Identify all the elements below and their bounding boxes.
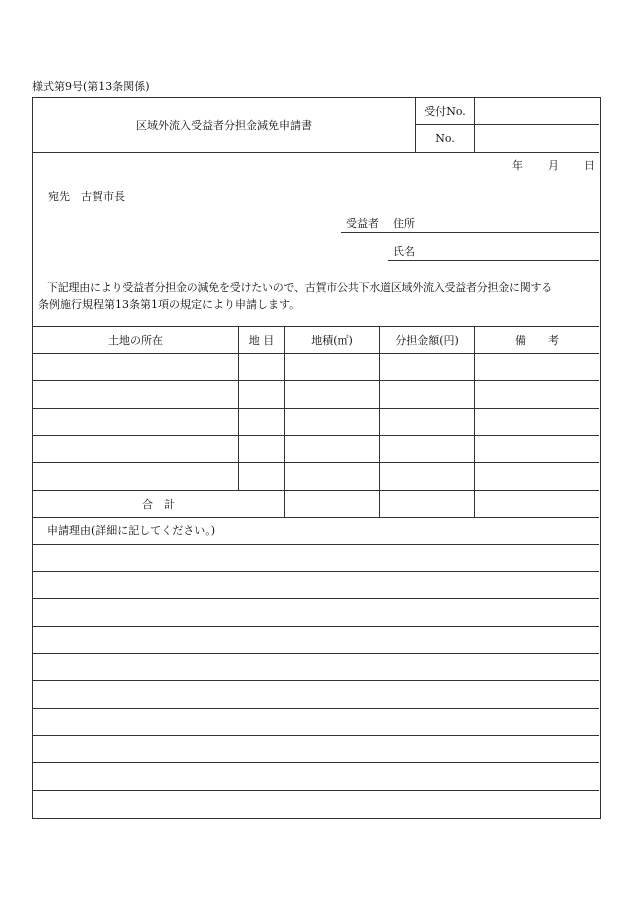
form-title: 区域外流入受益者分担金減免申請書 [136, 119, 312, 132]
statement-line-2: 条例施行規程第13条第1項の規定により申請します。 [38, 298, 301, 311]
name-field[interactable] [430, 242, 598, 260]
number-field[interactable] [475, 125, 599, 152]
date-day-label: 日 [584, 159, 595, 172]
header-land-category: 地 目 [248, 334, 275, 347]
total-label: 合 計 [142, 498, 175, 511]
total-row[interactable] [285, 491, 599, 517]
statement-line-1: 下記理由により受益者分担金の減免を受けたいので、古賀市公共下水道区域外流入受益者分担金に関する [47, 281, 553, 294]
reason-label: 申請理由(詳細に記してください。) [47, 524, 216, 537]
receipt-number-label: 受付No. [424, 105, 466, 118]
address-label: 住所 [393, 217, 415, 230]
date-month-label: 月 [548, 159, 559, 172]
table-row[interactable] [33, 409, 599, 435]
header-land-area: 地積(㎡) [311, 334, 353, 347]
address-field[interactable] [430, 214, 598, 232]
header-land-location: 土地の所在 [108, 334, 163, 347]
reason-field[interactable] [33, 545, 599, 817]
addressee: 宛先 古賀市長 [48, 190, 125, 203]
applicant-label: 受益者 [346, 217, 379, 230]
table-row[interactable] [33, 436, 599, 462]
receipt-number-field[interactable] [475, 98, 599, 124]
number-label: No. [435, 132, 455, 145]
table-row[interactable] [33, 381, 599, 408]
header-charge-amount: 分担金額(円) [395, 334, 459, 347]
form-reference: 様式第9号(第13条関係) [32, 80, 150, 93]
table-row[interactable] [33, 463, 599, 490]
name-label: 氏名 [393, 245, 415, 258]
header-remarks: 備 考 [515, 334, 559, 347]
table-row[interactable] [33, 354, 599, 380]
date-year-label: 年 [512, 159, 523, 172]
